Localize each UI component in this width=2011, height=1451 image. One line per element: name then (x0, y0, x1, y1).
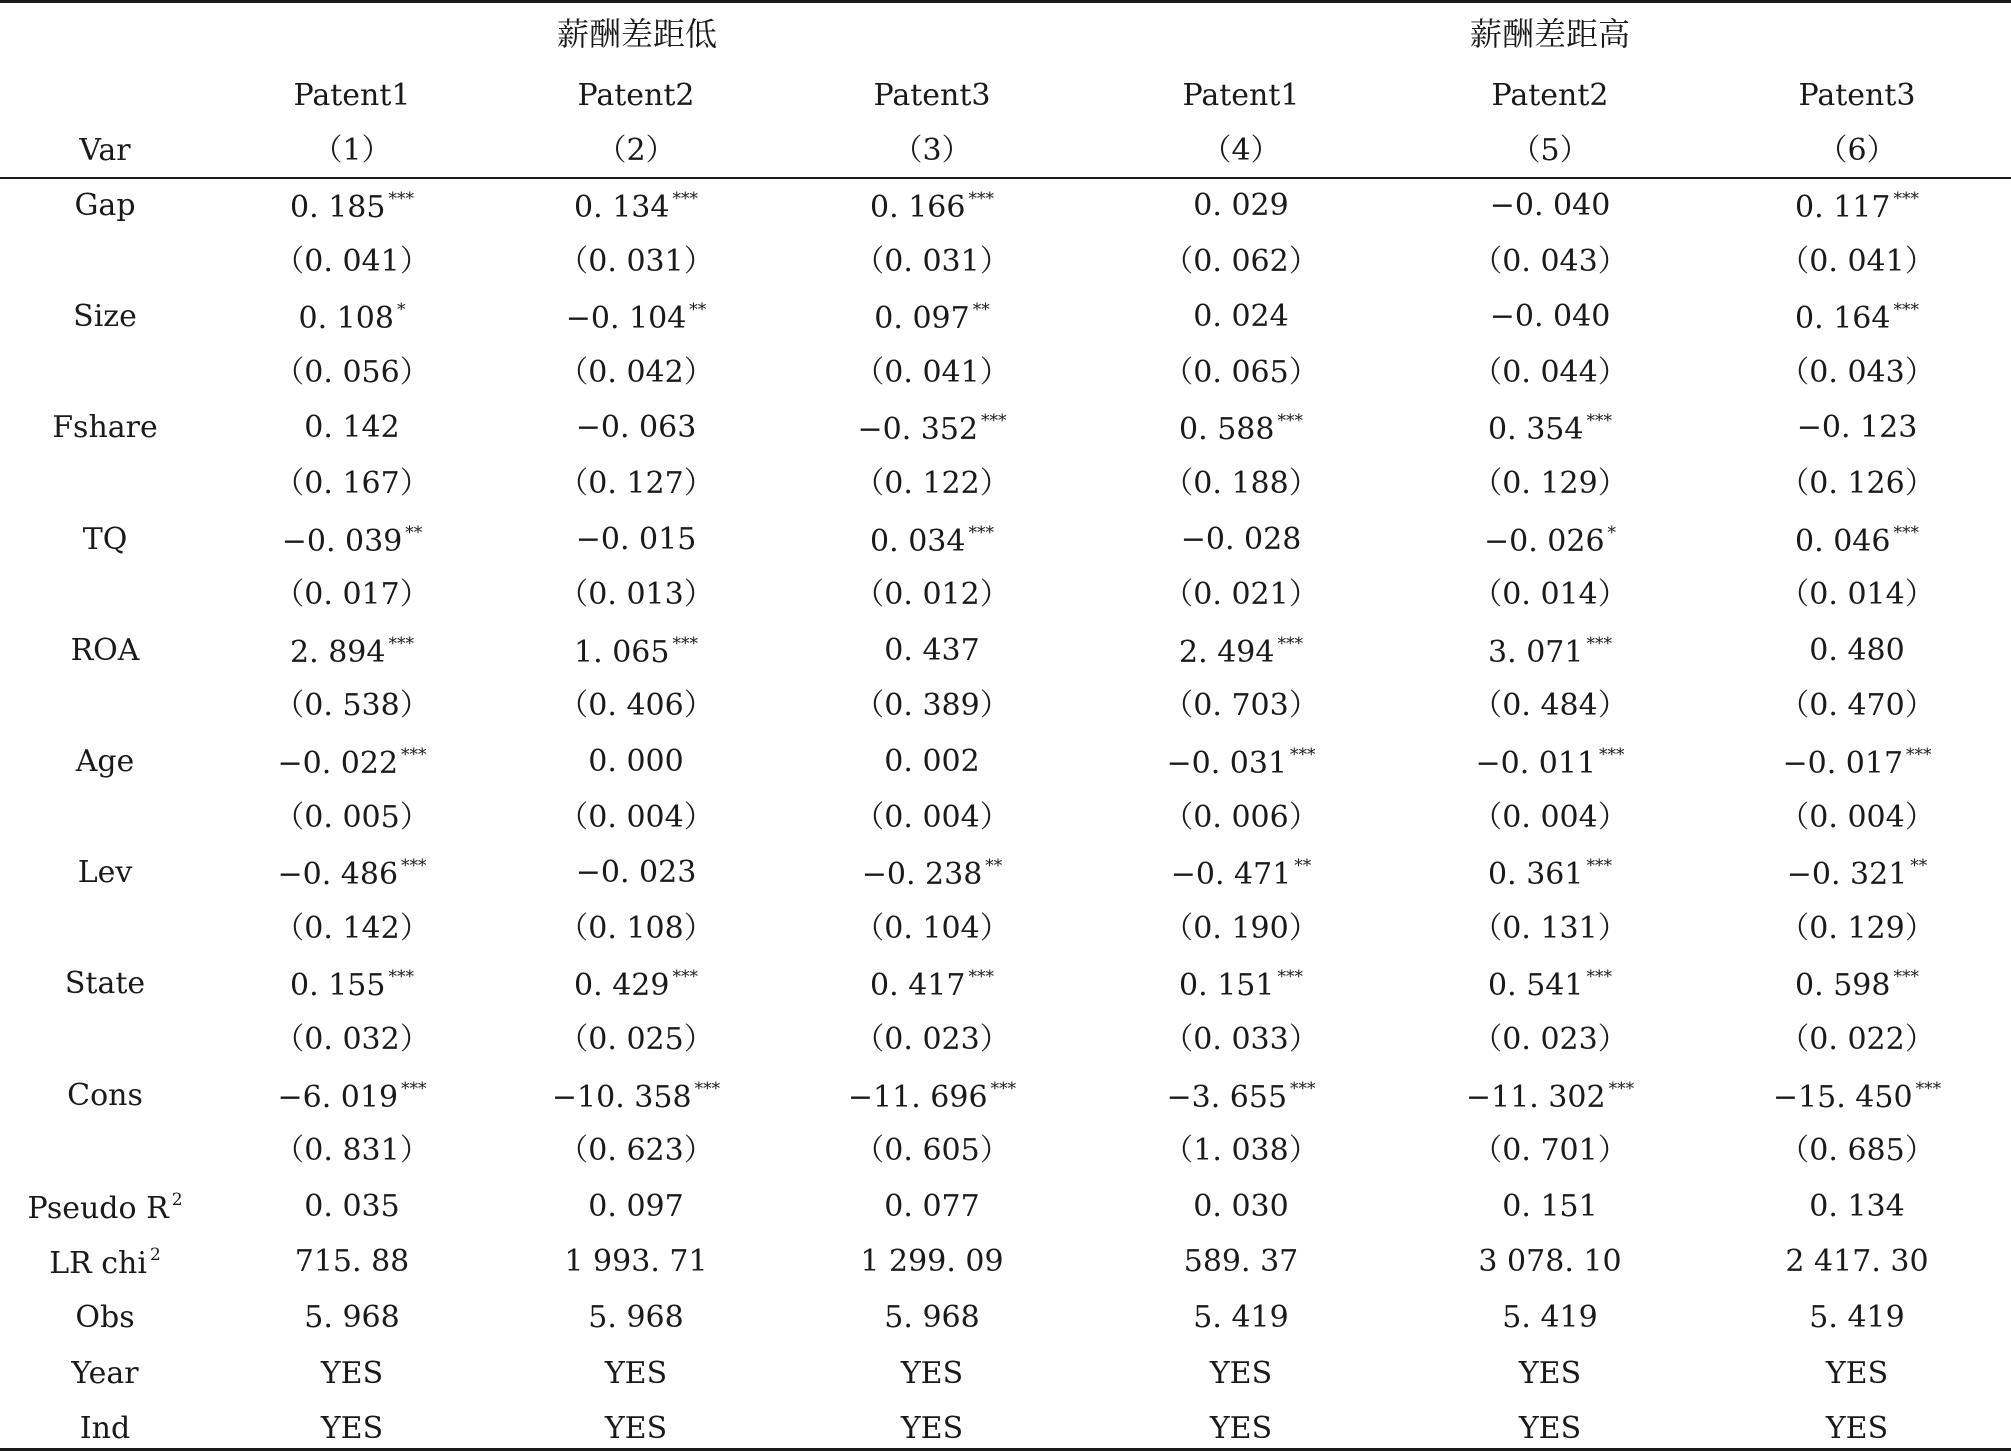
model-header: Patent3 (1798, 78, 1916, 113)
significance-stars: ** (405, 522, 423, 543)
standard-error: （0. 703） (1163, 688, 1319, 724)
coefficient-value: 0. 480 (1809, 632, 1905, 668)
row-variable: Size (73, 299, 137, 335)
coefficient (588, 744, 684, 779)
coefficient-value: −0. 321 (1786, 857, 1908, 893)
standard-error: （0. 188） (1163, 466, 1319, 501)
coefficient (290, 967, 414, 1004)
column-number: （2） (596, 133, 676, 168)
standard-error: （0. 041） (854, 354, 1010, 390)
summary-value: YES (1518, 1355, 1582, 1391)
coefficient-value: 0. 417 (870, 968, 966, 1004)
coefficient (1465, 1078, 1635, 1115)
coefficient (575, 855, 697, 891)
summary-label (49, 1245, 161, 1282)
significance-stars: *** (401, 856, 427, 877)
coefficient-value: 0. 166 (870, 190, 966, 225)
summary-value: 589. 37 (1183, 1244, 1299, 1280)
coefficient (1166, 747, 1315, 779)
row-variable: State (64, 966, 146, 1002)
coefficient-value: 0. 002 (884, 744, 980, 779)
column-number: （1） (312, 133, 392, 168)
significance-stars: *** (981, 411, 1007, 432)
summary-label-text: LR chi (49, 1246, 147, 1282)
coefficient-value: −0. 028 (1180, 521, 1302, 557)
coefficient (1488, 856, 1612, 893)
coefficient-value: −0. 471 (1170, 857, 1292, 893)
significance-stars: *** (401, 1078, 427, 1099)
summary-value: 5. 419 (1809, 1300, 1905, 1335)
coefficient-value: −0. 123 (1796, 410, 1918, 446)
significance-stars: ** (972, 300, 990, 321)
var-header: Var (79, 133, 131, 168)
significance-stars: *** (990, 1078, 1017, 1099)
coefficient (277, 856, 427, 893)
superscript: 2 (171, 1189, 183, 1210)
significance-stars: *** (388, 967, 414, 988)
group-header: 薪酬差距高 (1469, 15, 1631, 53)
standard-error: （0. 129） (1472, 466, 1628, 501)
standard-error: （0. 389） (854, 688, 1010, 724)
coefficient-value: 0. 541 (1488, 968, 1584, 1004)
coefficient-value: 0. 361 (1488, 857, 1584, 893)
coefficient (1488, 633, 1612, 670)
standard-error: （0. 129） (1779, 910, 1935, 946)
coefficient (1488, 411, 1612, 448)
summary-value: 0. 030 (1193, 1188, 1289, 1224)
coefficient-value: 0. 155 (290, 968, 386, 1004)
significance-stars: *** (1586, 967, 1612, 988)
row-variable: Cons (67, 1077, 143, 1113)
coefficient-value: −0. 040 (1489, 299, 1611, 335)
summary-label-text: Ind (79, 1411, 131, 1447)
column-number: （5） (1510, 133, 1590, 168)
coefficient (277, 1078, 427, 1115)
coefficient-value: 0. 142 (304, 410, 400, 446)
standard-error: （0. 104） (854, 910, 1010, 946)
summary-label (75, 1300, 135, 1335)
summary-value: YES (1825, 1355, 1889, 1391)
standard-error: （0. 701） (1472, 1133, 1628, 1169)
coefficient-value: 0. 151 (1179, 968, 1275, 1004)
standard-error: （0. 013） (558, 577, 714, 613)
model-header: Patent1 (293, 78, 411, 113)
standard-error: （0. 022） (1779, 1022, 1935, 1057)
coefficient (575, 521, 697, 557)
coefficient (1795, 191, 1919, 223)
coefficient (1179, 411, 1303, 448)
coefficient-value: 2. 894 (290, 634, 386, 670)
summary-value: 0. 151 (1502, 1188, 1598, 1224)
summary-value: YES (900, 1355, 964, 1391)
model-header: Patent2 (1491, 78, 1609, 113)
summary-value: YES (900, 1411, 964, 1447)
summary-value: YES (1825, 1411, 1889, 1447)
group-header: 薪酬差距低 (556, 15, 718, 53)
coefficient-value: −0. 238 (861, 857, 983, 893)
coefficient-value: −11. 696 (847, 1079, 988, 1115)
coefficient (290, 633, 414, 670)
row-variable: Age (75, 744, 135, 779)
coefficient (1475, 747, 1624, 779)
summary-value: 0. 134 (1809, 1188, 1905, 1224)
significance-stars: *** (694, 1078, 721, 1099)
coefficient-value: −0. 352 (857, 412, 979, 448)
coefficient-value: 0. 429 (574, 968, 670, 1004)
coefficient (884, 632, 980, 668)
significance-stars: *** (1893, 967, 1919, 988)
standard-error: （0. 041） (274, 243, 430, 279)
coefficient (857, 411, 1007, 448)
standard-error: （0. 127） (558, 466, 714, 501)
coefficient (1795, 300, 1919, 337)
coefficient-value: 0. 437 (884, 632, 980, 668)
standard-error: （0. 014） (1779, 577, 1935, 613)
coefficient-value: −0. 063 (575, 410, 697, 446)
standard-error: （0. 032） (274, 1022, 430, 1057)
column-number: （6） (1817, 133, 1897, 168)
coefficient-value: 0. 024 (1193, 299, 1289, 335)
standard-error: （0. 004） (854, 799, 1010, 835)
coefficient-value: −11. 302 (1465, 1079, 1606, 1115)
significance-stars: *** (388, 189, 414, 209)
coefficient-value: 0. 588 (1179, 412, 1275, 448)
standard-error: （0. 043） (1779, 354, 1935, 390)
coefficient-value: 0. 097 (874, 301, 970, 337)
header-rule (0, 177, 2011, 179)
standard-error: （0. 685） (1779, 1133, 1935, 1169)
coefficient-value: −0. 039 (281, 523, 403, 559)
significance-stars: *** (388, 633, 414, 654)
significance-stars: *** (401, 745, 427, 765)
standard-error: （0. 021） (1163, 577, 1319, 613)
coefficient (1179, 633, 1303, 670)
significance-stars: *** (1915, 1078, 1942, 1099)
significance-stars: *** (1277, 411, 1303, 432)
row-variable: TQ (82, 521, 128, 557)
summary-value: YES (320, 1355, 384, 1391)
standard-error: （0. 025） (558, 1022, 714, 1057)
standard-error: （0. 012） (854, 577, 1010, 613)
coefficient (298, 300, 406, 337)
coefficient (1193, 188, 1289, 223)
coefficient-value: −0. 011 (1475, 746, 1597, 781)
summary-value: YES (320, 1411, 384, 1447)
significance-stars: *** (968, 967, 994, 988)
summary-label-text: Year (71, 1355, 139, 1391)
coefficient (1170, 856, 1312, 893)
coefficient-value: −15. 450 (1772, 1079, 1913, 1115)
significance-stars: * (396, 300, 406, 321)
standard-error: （0. 538） (274, 688, 430, 724)
standard-error: （0. 005） (274, 799, 430, 835)
summary-value: 1 299. 09 (860, 1244, 1004, 1280)
standard-error: （0. 014） (1472, 577, 1628, 613)
top-rule (0, 0, 2011, 3)
coefficient-value: 0. 029 (1193, 188, 1289, 223)
row-variable: Gap (74, 188, 136, 223)
coefficient-value: −0. 486 (277, 857, 399, 893)
coefficient (1795, 967, 1919, 1004)
coefficient (1489, 299, 1611, 335)
significance-stars: *** (1893, 300, 1919, 321)
coefficient (1166, 1078, 1316, 1115)
coefficient-value: 0. 046 (1795, 523, 1891, 559)
standard-error: （0. 017） (274, 577, 430, 613)
summary-value: 5. 419 (1502, 1300, 1598, 1335)
significance-stars: *** (1277, 633, 1303, 654)
summary-label (71, 1355, 139, 1391)
coefficient-value: 3. 071 (1488, 634, 1584, 670)
coefficient-value: −0. 026 (1483, 523, 1605, 559)
coefficient-value: 0. 117 (1795, 190, 1891, 225)
standard-error: （0. 033） (1163, 1022, 1319, 1057)
summary-label (27, 1189, 183, 1226)
coefficient (574, 191, 698, 223)
standard-error: （0. 041） (1779, 243, 1935, 279)
coefficient-value: 2. 494 (1179, 634, 1275, 670)
coefficient-value: −0. 031 (1166, 746, 1288, 781)
significance-stars: *** (1906, 745, 1932, 765)
coefficient (861, 856, 1003, 893)
summary-label-text: Pseudo R (27, 1190, 169, 1226)
coefficient (1489, 188, 1611, 223)
superscript: 2 (149, 1245, 161, 1266)
significance-stars: ** (1910, 856, 1928, 877)
coefficient (575, 410, 697, 446)
significance-stars: *** (1290, 745, 1316, 765)
summary-label-text: Obs (75, 1300, 135, 1335)
summary-value: 0. 035 (304, 1188, 400, 1224)
standard-error: （0. 190） (1163, 910, 1319, 946)
significance-stars: *** (1586, 856, 1612, 877)
standard-error: （0. 044） (1472, 354, 1628, 390)
row-variable: Fshare (52, 410, 158, 446)
coefficient-value: 0. 134 (574, 190, 670, 225)
coefficient (277, 747, 426, 779)
coefficient (1772, 1078, 1942, 1115)
summary-value: 715. 88 (294, 1244, 410, 1280)
significance-stars: *** (672, 189, 698, 209)
coefficient (1796, 410, 1918, 446)
summary-value: YES (1209, 1355, 1273, 1391)
standard-error: （0. 122） (854, 466, 1010, 501)
coefficient-value: −0. 022 (277, 746, 399, 781)
coefficient-value: −0. 015 (575, 521, 697, 557)
coefficient (1786, 856, 1928, 893)
significance-stars: *** (1893, 522, 1919, 543)
standard-error: （0. 126） (1779, 466, 1935, 501)
model-header: Patent3 (873, 78, 991, 113)
coefficient (870, 191, 994, 223)
coefficient-value: 0. 034 (870, 523, 966, 559)
standard-error: （0. 062） (1163, 243, 1319, 279)
standard-error: （0. 623） (558, 1133, 714, 1169)
coefficient (1483, 522, 1617, 559)
standard-error: （0. 108） (558, 910, 714, 946)
coefficient (1809, 632, 1905, 668)
coefficient-value: −6. 019 (277, 1079, 399, 1115)
coefficient (1488, 967, 1612, 1004)
summary-label (79, 1411, 131, 1447)
coefficient-value: 0. 108 (298, 301, 394, 337)
summary-value: YES (1518, 1411, 1582, 1447)
significance-stars: *** (672, 967, 698, 988)
coefficient (281, 522, 423, 559)
summary-value: 5. 968 (884, 1300, 980, 1335)
standard-error: （0. 004） (558, 799, 714, 835)
significance-stars: *** (968, 522, 994, 543)
standard-error: （0. 131） (1472, 910, 1628, 946)
summary-value: 5. 968 (304, 1300, 400, 1335)
coefficient (551, 1078, 721, 1115)
row-variable: Lev (77, 855, 133, 891)
coefficient (874, 300, 990, 337)
standard-error: （0. 006） (1163, 799, 1319, 835)
standard-error: （0. 043） (1472, 243, 1628, 279)
coefficient-value: −3. 655 (1166, 1079, 1288, 1115)
standard-error: （0. 023） (854, 1022, 1010, 1057)
coefficient (1795, 522, 1919, 559)
significance-stars: *** (1893, 189, 1919, 209)
standard-error: （0. 031） (558, 243, 714, 279)
summary-value: 2 417. 30 (1785, 1244, 1929, 1280)
significance-stars: *** (968, 189, 994, 209)
significance-stars: * (1607, 522, 1617, 543)
summary-value: 1 993. 71 (564, 1244, 708, 1280)
summary-value: YES (604, 1355, 668, 1391)
model-header: Patent2 (577, 78, 695, 113)
coefficient (847, 1078, 1017, 1115)
row-variable: ROA (70, 632, 140, 668)
summary-value: YES (1209, 1411, 1273, 1447)
coefficient (1180, 521, 1302, 557)
coefficient (565, 300, 707, 337)
standard-error: （1. 038） (1163, 1133, 1319, 1169)
coefficient-value: 0. 185 (290, 190, 386, 225)
standard-error: （0. 031） (854, 243, 1010, 279)
coefficient (870, 522, 994, 559)
significance-stars: *** (1277, 967, 1303, 988)
standard-error: （0. 605） (854, 1133, 1010, 1169)
coefficient-value: −0. 040 (1489, 188, 1611, 223)
coefficient-value: −0. 023 (575, 855, 697, 891)
significance-stars: ** (1294, 856, 1312, 877)
column-number: （3） (892, 133, 972, 168)
coefficient-value: −10. 358 (551, 1079, 692, 1115)
summary-value: 3 078. 10 (1478, 1244, 1622, 1280)
significance-stars: *** (1599, 745, 1625, 765)
significance-stars: *** (1586, 411, 1612, 432)
summary-value: 0. 077 (884, 1188, 980, 1224)
summary-value: YES (604, 1411, 668, 1447)
column-number: （4） (1201, 133, 1281, 168)
coefficient (1179, 967, 1303, 1004)
summary-value: 5. 419 (1193, 1300, 1289, 1335)
standard-error: （0. 484） (1472, 688, 1628, 724)
significance-stars: *** (1608, 1078, 1635, 1099)
coefficient (870, 967, 994, 1004)
model-header: Patent1 (1182, 78, 1300, 113)
standard-error: （0. 004） (1779, 799, 1935, 835)
coefficient (290, 191, 414, 223)
standard-error: （0. 470） (1779, 688, 1935, 724)
significance-stars: *** (672, 633, 698, 654)
standard-error: （0. 831） (274, 1133, 430, 1169)
coefficient-value: 1. 065 (574, 634, 670, 670)
coefficient (574, 633, 698, 670)
coefficient (1782, 747, 1931, 779)
coefficient (884, 744, 980, 779)
coefficient (574, 967, 698, 1004)
standard-error: （0. 004） (1472, 799, 1628, 835)
summary-value: 5. 968 (588, 1300, 684, 1335)
significance-stars: ** (689, 300, 707, 321)
standard-error: （0. 406） (558, 688, 714, 724)
coefficient-value: 0. 598 (1795, 968, 1891, 1004)
coefficient (304, 410, 400, 446)
coefficient-value: 0. 354 (1488, 412, 1584, 448)
summary-value: 0. 097 (588, 1188, 684, 1224)
significance-stars: ** (985, 856, 1003, 877)
coefficient-value: −0. 017 (1782, 746, 1904, 781)
standard-error: （0. 056） (274, 354, 430, 390)
standard-error: （0. 167） (274, 466, 430, 501)
coefficient-value: 0. 164 (1795, 301, 1891, 337)
significance-stars: *** (1290, 1078, 1316, 1099)
coefficient (1193, 299, 1289, 335)
significance-stars: *** (1586, 633, 1612, 654)
standard-error: （0. 023） (1472, 1022, 1628, 1057)
standard-error: （0. 142） (274, 910, 430, 946)
coefficient-value: −0. 104 (565, 301, 687, 337)
standard-error: （0. 065） (1163, 354, 1319, 390)
standard-error: （0. 042） (558, 354, 714, 390)
coefficient-value: 0. 000 (588, 744, 684, 779)
